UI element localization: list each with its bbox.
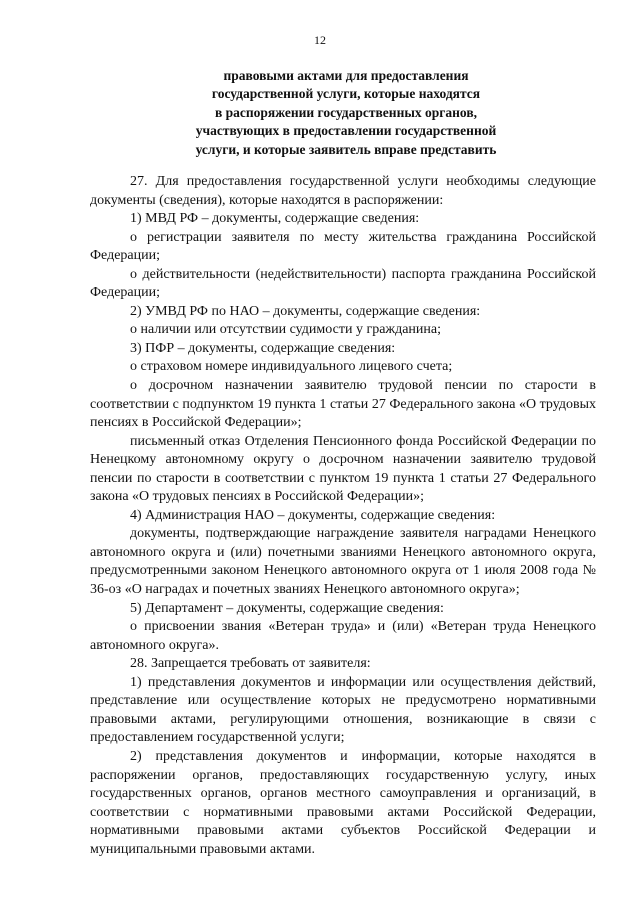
- document-body: [90, 173, 596, 859]
- paragraph: 4) Администрация НАО – документы, содержащие сведения:: [130, 507, 496, 523]
- paragraph: 3) ПФР – документы, содержащие сведения:: [130, 340, 396, 356]
- heading-line: услуги, и которые заявитель вправе представить: [195, 141, 497, 157]
- paragraph: о наличии или отсутствии судимости у гражданина;: [130, 322, 441, 338]
- paragraph: о досрочном назначении заявителю трудовой пенсии по старости в соответствии с подпунктом 19 пункта 1 статьи 27 Федерального закона «О трудовых пенсиях в Российской Федерации»;: [90, 378, 596, 431]
- paragraph: о страховом номере индивидуального лицевого счета;: [130, 359, 453, 375]
- section-heading: [96, 67, 596, 159]
- paragraph: письменный отказ Отделения Пенсионного фонда Российской Федерации по Ненецкому автономному округу о досрочном назначении заявителю трудовой пенсии по старости в соответствии с пунктом 19 пункта 1 статьи 27 Федерального закона «О трудовых пенсиях в Российской Федерации»;: [90, 433, 596, 505]
- paragraph: 27. Для предоставления государственной услуги необходимы следующие документы (сведения), которые находятся в распоряжении:: [90, 174, 596, 208]
- heading-line: правовыми актами для предоставления: [223, 68, 469, 83]
- page-number: 12: [314, 33, 326, 47]
- paragraph: 1) МВД РФ – документы, содержащие сведения:: [130, 211, 420, 227]
- paragraph: 2) УМВД РФ по НАО – документы, содержащие сведения:: [130, 303, 481, 319]
- paragraph: 1) представления документов и информации или осуществления действий, представление или осуществление которых не предусмотрено нормативными правовыми актами, регулирующими отношения, возникающие в связи с предоставлением государственной услуги;: [90, 674, 596, 746]
- paragraph: о действительности (недействительности) паспорта гражданина Российской Федерации;: [90, 266, 596, 301]
- paragraph: о регистрации заявителя по месту жительства гражданина Российской Федерации;: [90, 229, 596, 264]
- paragraph: 28. Запрещается требовать от заявителя:: [130, 656, 371, 672]
- heading-line: государственной услуги, которые находятся: [211, 86, 481, 102]
- heading-line: в распоряжении государственных органов,: [214, 104, 478, 120]
- paragraph: о присвоении звания «Ветеран труда» и (или) «Ветеран труда Ненецкого автономного округа».: [90, 619, 596, 653]
- heading-line: участвующих в предоставлении государственной: [195, 123, 497, 139]
- paragraph: 5) Департамент – документы, содержащие сведения:: [130, 600, 444, 616]
- paragraph: документы, подтверждающие награждение заявителя наградами Ненецкого автономного округа и (или) почетными званиями Ненецкого автономного округа, предусмотренными законом Ненецкого автономного округа от 1 июля 2008 года № 36-оз «О наградах и почетных званиях Ненецкого автономного округа»;: [90, 526, 596, 598]
- paragraph: 2) представления документов и информации, которые находятся в распоряжении органов, предоставляющих государственную услугу, иных государственных органов, органов местного самоуправления и организаций, в соответствии с нормативными правовыми актами Российской Федерации, нормативными правовыми актами субъектов Российской Федерации и муниципальными правовыми актами.: [90, 748, 596, 857]
